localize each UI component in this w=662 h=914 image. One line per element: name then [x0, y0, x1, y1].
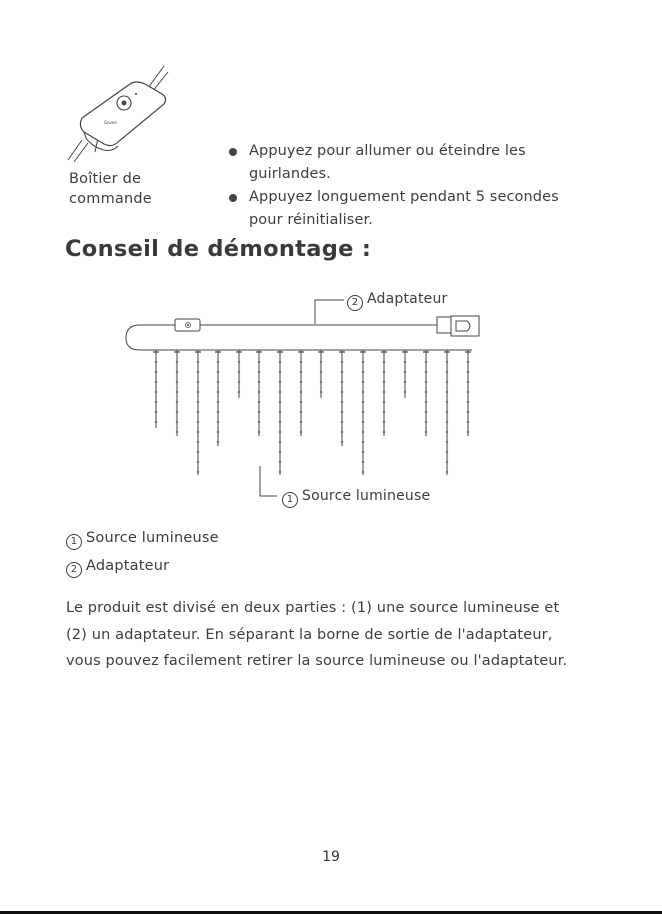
instruction-line: Appuyez longuement pendant 5 secondes — [249, 189, 559, 205]
description-paragraph — [66, 595, 596, 675]
adapter-label: Adaptateur — [367, 291, 448, 307]
number-2-icon: 2 — [347, 295, 363, 311]
legend-item-light-source — [66, 530, 219, 550]
legend-label: Adaptateur — [86, 558, 170, 574]
number-1-icon: 1 — [282, 492, 298, 508]
remote-caption-line1: Boîtier de — [69, 171, 142, 187]
legend-label: Source lumineuse — [86, 530, 219, 546]
paragraph-line: (2) un adaptateur. En séparant la borne de sortie de l'adaptateur, — [66, 626, 553, 643]
section-heading: Conseil de démontage : — [65, 236, 372, 262]
light-source-label: Source lumineuse — [302, 488, 431, 504]
paragraph-line: vous pouvez facilement retirer la source lumineuse ou l'adaptateur. — [66, 653, 568, 669]
number-2-icon: 2 — [66, 562, 82, 578]
instruction-line: guirlandes. — [249, 166, 331, 182]
legend-item-adapter — [66, 558, 169, 578]
paragraph-line: Le produit est divisé en deux parties : (1) une source lumineuse et — [66, 600, 560, 616]
adapter-callout-line — [315, 300, 344, 324]
instruction-line: pour réinitialiser. — [249, 212, 373, 228]
light-callout-label — [282, 488, 430, 508]
instruction-line: Appuyez pour allumer ou éteindre les — [249, 143, 526, 159]
number-1-icon: 1 — [66, 534, 82, 550]
adapter-callout-label — [347, 291, 447, 311]
svg-text:Govee: Govee — [104, 120, 117, 125]
light-callout-line — [260, 466, 277, 496]
page-number: 19 — [322, 849, 340, 865]
remote-caption-line2: commande — [69, 191, 152, 207]
light-strands — [153, 350, 471, 475]
adapter-plug-icon — [437, 317, 451, 333]
